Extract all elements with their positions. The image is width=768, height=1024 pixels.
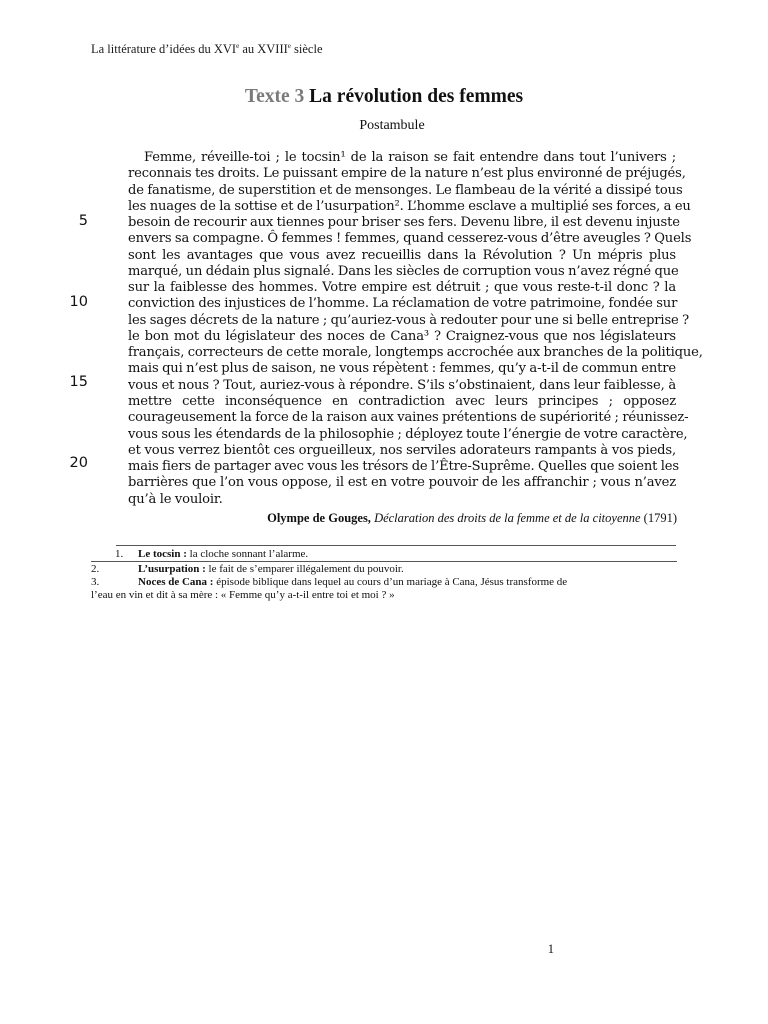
footnote: 2. L’usurpation : le fait de s’emparer illégalement du pouvoir. [91, 563, 404, 575]
publication-year: (1791) [643, 511, 677, 525]
work-title: Déclaration des droits de la femme et de la citoyenne [374, 511, 641, 525]
footnotes [91, 548, 677, 602]
text-line: les nuages de la sottise et de l’usurpation². L’homme esclave a multiplié ses forces, a eu [128, 198, 691, 214]
text-line: barrières que l’on vous oppose, il est en votre pouvoir de les affranchir ; vous n’avez [128, 475, 676, 491]
text-line: Femme, réveille-toi ; le tocsin¹ de la raison se fait entendre dans tout l’univers ; [144, 150, 676, 165]
text-line: et vous verrez bientôt ces orgueilleux, nos serviles adorateurs rampants à vos pieds, [128, 442, 676, 458]
footnote-divider [91, 561, 677, 562]
page-number: 1 [547, 942, 554, 956]
line-number: 10 [69, 294, 88, 310]
line-number: 15 [69, 374, 88, 390]
text-line: mais qui n’est plus de saison, ne vous répètent : femmes, qu’y a-t-il de commun entre [128, 361, 676, 377]
text-line: sont les avantages que vous avez recueillis dans la Révolution ? Un mépris plus [128, 247, 676, 263]
text-line: vous et nous ? Tout, auriez-vous à répondre. S’ils s’obstinaient, dans leur faiblesse, à [128, 377, 676, 393]
text-line: de fanatisme, de superstition et de mensonges. Le flambeau de la vérité a dissipé tous [128, 182, 683, 198]
text-title: La révolution des femmes [309, 86, 524, 107]
text-line: conviction des injustices de l’homme. La réclamation de votre patrimoine, fondée sur [128, 296, 678, 312]
footnote-continuation: l’eau en vin et dit à sa mère : « Femme qu’y a-t-il entre toi et moi ? » [91, 589, 395, 601]
author-name: Olympe de Gouges, [267, 511, 371, 525]
text-line: reconnais tes droits. Le puissant empire de la nature n’est plus environné de préjugés, [128, 166, 686, 182]
text-line: mais fiers de partager avec vous les trésors de l’Être-Suprême. Quelles que soient les [128, 459, 679, 475]
text-line: besoin de recourir aux tiennes pour briser ses fers. Devenu libre, il est devenu injuste [128, 215, 680, 231]
text-line: sur la faiblesse des hommes. Votre empire est détruit ; que vous reste-t-il donc ? la [128, 280, 676, 296]
text-line: les sages décrets de la nature ; qu’auriez-vous à redouter pour une si belle entreprise ? [128, 312, 689, 328]
text-line: marqué, un dédain plus signalé. Dans les siècles de corruption vous n’avez régné que [128, 263, 679, 279]
text-number: Texte 3 [244, 86, 305, 107]
running-header: La littérature d’idées du XVIe au XVIIIe siècle [91, 42, 323, 56]
line-number: 20 [69, 455, 88, 471]
line-number: 5 [78, 213, 88, 229]
main-text [128, 150, 703, 508]
subtitle: Postambule [359, 118, 425, 133]
footnote-separator [116, 545, 676, 546]
text-line: qu’à le vouloir. [128, 491, 223, 507]
page-title [0, 86, 768, 108]
text-line: vous sous les étendards de la philosophie ; déployez toute l’énergie de votre caractère, [128, 426, 688, 442]
text-line: envers sa compagne. Ô femmes ! femmes, quand cesserez-vous d’être aveugles ? Quels [128, 231, 692, 247]
footnote: 1. Le tocsin : la cloche sonnant l’alarme. [115, 548, 309, 560]
footnote: 3. Noces de Cana : épisode biblique dans lequel au cours d’un mariage à Cana, Jésus transforme de [91, 576, 568, 588]
text-line: le bon mot du législateur des noces de Cana³ ? Craignez-vous que nos législateurs [128, 328, 676, 344]
text-line: français, correcteurs de cette morale, longtemps accrochée aux branches de la politique, [128, 345, 703, 361]
source-citation [267, 511, 677, 526]
text-line: courageusement la force de la raison aux vaines prétentions de supériorité ; réunissez- [128, 410, 689, 426]
text-line: mettre cette inconséquence en contradiction avec leurs principes ; opposez [128, 393, 676, 409]
